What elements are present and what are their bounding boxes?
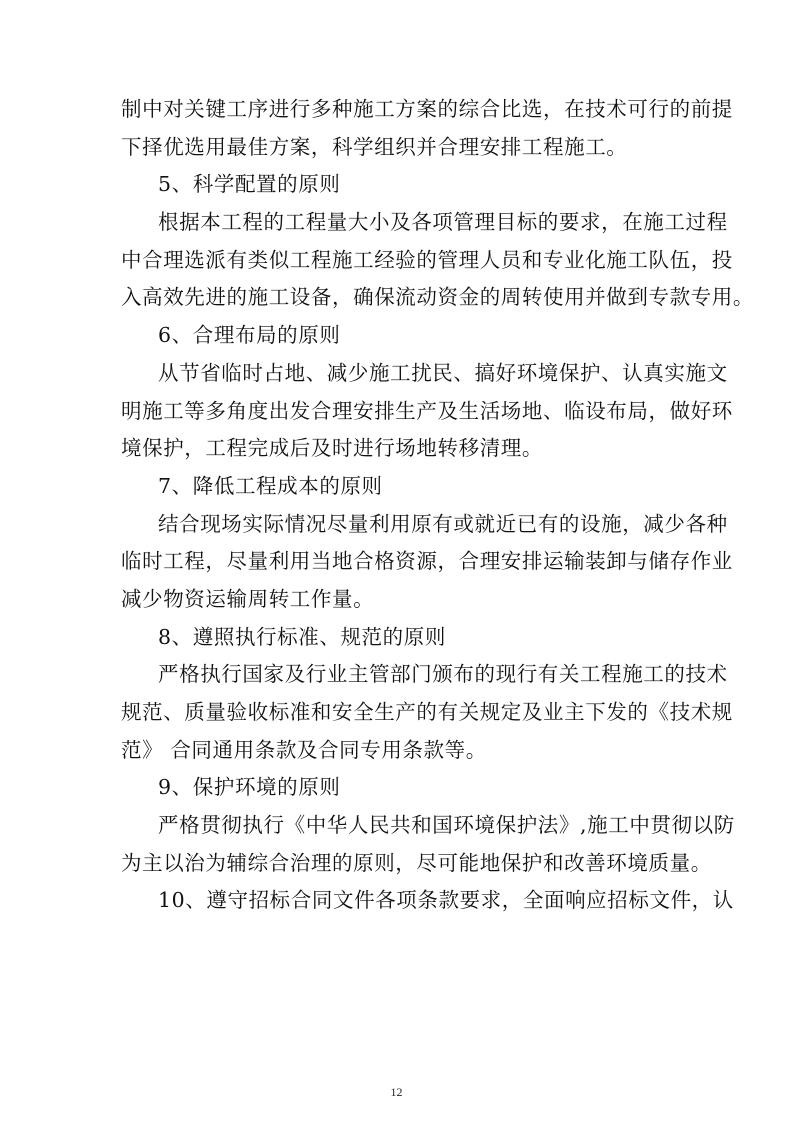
text-line: 境保护，工程完成后及时进行场地转移清理。: [121, 436, 543, 461]
text-line: 制中对关键工序进行多种施工方案的综合比选，在技术可行的前提: [121, 97, 733, 121]
section-heading-8: 8、遵照执行标准、规范的原则: [158, 624, 446, 649]
text-line: 范》 合同通用条款及合同专用条款等。: [121, 737, 487, 762]
text-line: 结合现场实际情况尽量利用原有或就近已有的设施，减少各种: [158, 511, 728, 536]
text-line: 入高效先进的施工设备，确保流动资金的周转使用并做到专款专用。: [121, 285, 754, 310]
section-heading-9: 9、保护环境的原则: [158, 775, 341, 800]
text-line: 为主以治为辅综合治理的原则，尽可能地保护和改善环境质量。: [121, 850, 712, 875]
text-line: 临时工程，尽量利用当地合格资源，合理安排运输装卸与储存作业: [121, 549, 733, 574]
text-line: 下择优选用最佳方案，科学组织并合理安排工程施工。: [121, 134, 628, 159]
text-line: 从节省临时占地、减少施工扰民、搞好环境保护、认真实施文: [158, 360, 728, 385]
text-line: 根据本工程的工程量大小及各项管理目标的要求，在施工过程: [158, 210, 728, 235]
text-line: 严格贯彻执行《中华人民共和国环境保护法》,施工中贯彻以防: [158, 813, 735, 838]
text-line: 规范、质量验收标准和安全生产的有关规定及业主下发的《技术规: [121, 700, 733, 724]
section-heading-6: 6、合理布局的原则: [158, 323, 341, 348]
text-line: 中合理选派有类似工程施工经验的管理人员和专业化施工队伍，投: [121, 247, 733, 272]
section-heading-7: 7、降低工程成本的原则: [158, 473, 383, 498]
text-line: 严格执行国家及行业主管部门颁布的现行有关工程施工的技术: [158, 662, 728, 687]
page-number: 12: [390, 1085, 403, 1099]
document-body: [121, 91, 754, 920]
section-heading-5: 5、科学配置的原则: [158, 172, 341, 197]
section-item-10: 10、遵守招标合同文件各项条款要求，全面响应招标文件，认: [158, 888, 734, 913]
text-line: 明施工等多角度出发合理安排生产及生活场地、临设布局，做好环: [121, 398, 733, 423]
text-line: 减少物资运输周转工作量。: [121, 586, 375, 611]
